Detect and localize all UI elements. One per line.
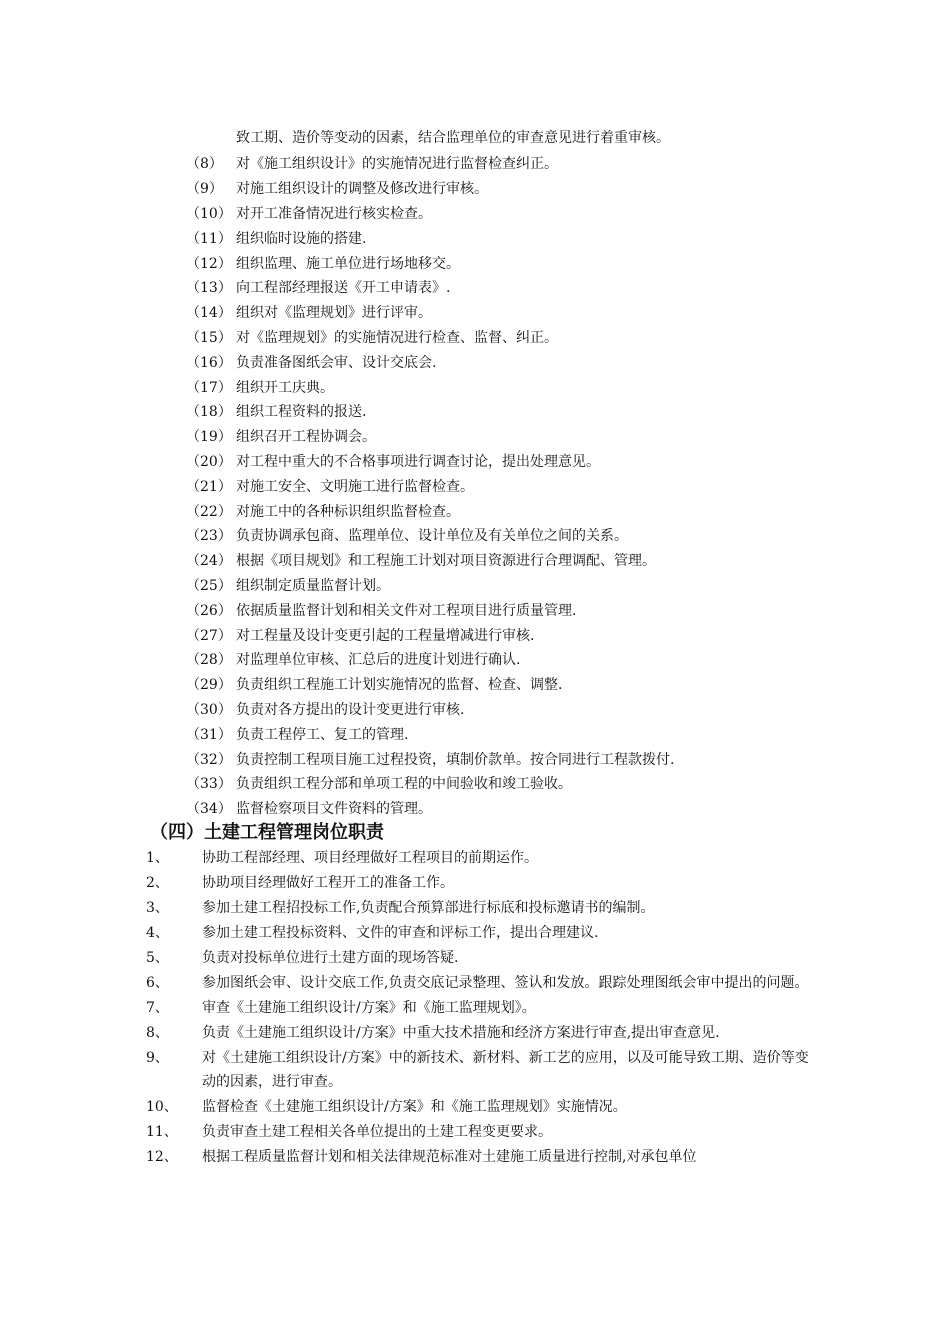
- item-number: （32）: [186, 751, 232, 768]
- item-number: （33）: [186, 776, 232, 793]
- item-text: 负责审查土建工程相关各单位提出的土建工程变更要求。: [202, 1123, 552, 1140]
- item-number: 8、: [146, 1025, 169, 1041]
- list-item: [186, 201, 674, 226]
- item-text: 对《土建施工组织设计/方案》中的新技术、新材料、新工艺的应用，以及可能导致工期、造价等变动的因素，进行审查。: [202, 1050, 809, 1090]
- item-text: 对施工组织设计的调整及修改进行审核。: [236, 181, 488, 198]
- item-number: 12、: [146, 1148, 178, 1165]
- item-number: 7、: [146, 1000, 169, 1016]
- item-text: 负责工程停工、复工的管理.: [236, 726, 409, 743]
- list-item: [146, 922, 816, 946]
- item-number: （17）: [186, 379, 232, 396]
- list-item: [186, 151, 674, 176]
- item-text: 监督检查《土建施工组织设计/方案》和《施工监理规划》实施情况。: [202, 1098, 627, 1115]
- item-number: （21）: [186, 478, 232, 495]
- item-text: 对施工安全、文明施工进行监督检查。: [236, 478, 474, 495]
- list-item: [146, 1121, 816, 1145]
- item-number: （15）: [186, 329, 232, 346]
- list-item: [146, 997, 816, 1021]
- item-text: 组织监理、施工单位进行场地移交。: [236, 255, 460, 272]
- list-item: [186, 349, 674, 374]
- continuation-line: 致工期、造价等变动的因素，结合监理单位的审查意见进行着重审核。: [236, 130, 670, 146]
- item-text: 负责对各方提出的设计变更进行审核.: [236, 701, 465, 718]
- item-number: （23）: [186, 528, 232, 545]
- item-number: （18）: [186, 404, 232, 421]
- item-text: 对监理单位审核、汇总后的进度计划进行确认.: [236, 652, 521, 669]
- item-number: （28）: [186, 652, 232, 669]
- list-item: [146, 947, 816, 971]
- list-item: [186, 176, 674, 201]
- item-number: 6、: [146, 975, 169, 991]
- item-number: （11）: [186, 230, 232, 247]
- item-number: （12）: [186, 255, 232, 272]
- item-number: 11、: [146, 1123, 178, 1140]
- list-item: [186, 771, 674, 796]
- item-number: （30）: [186, 701, 232, 718]
- list-item: [186, 573, 674, 598]
- item-number: （9）: [186, 181, 223, 198]
- item-number: 2、: [146, 875, 169, 891]
- list-item: [186, 548, 674, 573]
- list-item: [186, 796, 674, 821]
- item-number: （34）: [186, 801, 232, 818]
- item-text: 组织制定质量监督计划。: [236, 577, 390, 594]
- item-number: （10）: [186, 205, 232, 222]
- list-item: [146, 1022, 816, 1046]
- item-number: （29）: [186, 677, 232, 694]
- item-text: 对《监理规划》的实施情况进行检查、监督、纠正。: [236, 329, 558, 346]
- item-number: （8）: [186, 156, 223, 173]
- list-item: [186, 449, 674, 474]
- item-text: 负责对投标单位进行土建方面的现场答疑.: [202, 950, 459, 966]
- list-item: [186, 498, 674, 523]
- item-number: （13）: [186, 280, 232, 297]
- list-item: [186, 622, 674, 647]
- section-heading: （四）土建工程管理岗位职责: [150, 822, 384, 843]
- item-number: （20）: [186, 453, 232, 470]
- list-item: [146, 1096, 816, 1120]
- item-number: （19）: [186, 429, 232, 446]
- list-item: [146, 972, 816, 996]
- item-number: （22）: [186, 503, 232, 520]
- list-item: [186, 523, 674, 548]
- item-number: 5、: [146, 950, 169, 966]
- item-text: 依据质量监督计划和相关文件对工程项目进行质量管理.: [236, 602, 577, 619]
- item-text: 组织对《监理规划》进行评审。: [236, 305, 432, 322]
- item-text: 对《施工组织设计》的实施情况进行监督检查纠正。: [236, 156, 558, 173]
- list-item: [186, 647, 674, 672]
- item-text: 负责协调承包商、监理单位、设计单位及有关单位之间的关系。: [236, 528, 628, 545]
- item-number: 1、: [146, 850, 169, 866]
- item-text: 组织开工庆典。: [236, 379, 334, 396]
- list-item: [146, 897, 816, 921]
- item-text: 负责组织工程施工计划实施情况的监督、检查、调整.: [236, 677, 563, 694]
- item-text: 协助项目经理做好工程开工的准备工作。: [202, 875, 454, 891]
- list-item: [186, 399, 674, 424]
- item-number: （24）: [186, 553, 232, 570]
- item-number: （31）: [186, 726, 232, 743]
- list-item: [146, 847, 816, 871]
- list-item: [186, 746, 674, 771]
- item-text: 负责《土建施工组织设计/方案》中重大技术措施和经济方案进行审查,提出审查意见.: [202, 1025, 720, 1041]
- item-number: 4、: [146, 925, 169, 941]
- item-text: 负责控制工程项目施工过程投资，填制价款单。按合同进行工程款拨付.: [236, 751, 675, 768]
- list-item: [186, 225, 674, 250]
- list-item: [186, 325, 674, 350]
- item-number: （16）: [186, 354, 232, 371]
- item-text: 参加图纸会审、设计交底工作,负责交底记录整理、签认和发放。跟踪处理图纸会审中提出的问题。: [202, 975, 809, 991]
- item-text: 对工程中重大的不合格事项进行调查讨论，提出处理意见。: [236, 453, 600, 470]
- list-item: [186, 672, 674, 697]
- item-text: 组织召开工程协调会。: [236, 429, 376, 446]
- item-number: 9、: [146, 1050, 169, 1066]
- item-text: 对工程量及设计变更引起的工程量增减进行审核.: [236, 627, 535, 644]
- item-number: （27）: [186, 627, 232, 644]
- list-item: [186, 374, 674, 399]
- list-item: [146, 872, 816, 896]
- item-text: 组织临时设施的搭建.: [236, 230, 367, 247]
- item-text: 组织工程资料的报送.: [236, 404, 367, 421]
- list-item: [186, 275, 674, 300]
- list-item: [186, 473, 674, 498]
- item-text: 参加土建工程投标资料、文件的审查和评标工作，提出合理建议.: [202, 925, 599, 941]
- item-text: 根据工程质量监督计划和相关法律规范标准对土建施工质量进行控制,对承包单位: [202, 1148, 697, 1165]
- item-number: 10、: [146, 1098, 178, 1115]
- list-item: [186, 697, 674, 722]
- item-text: 负责组织工程分部和单项工程的中间验收和竣工验收。: [236, 776, 572, 793]
- item-text: 监督检察项目文件资料的管理。: [236, 801, 432, 818]
- numbered-duty-list: [146, 847, 816, 1171]
- item-text: 审查《土建施工组织设计/方案》和《施工监理规划》。: [202, 1000, 536, 1016]
- list-item: [186, 721, 674, 746]
- list-item: [186, 424, 674, 449]
- list-item: [186, 250, 674, 275]
- list-item: [146, 1047, 816, 1094]
- list-item: [146, 1146, 816, 1170]
- list-item: [186, 300, 674, 325]
- item-number: （26）: [186, 602, 232, 619]
- item-number: 3、: [146, 900, 169, 916]
- item-text: 参加土建工程招投标工作,负责配合预算部进行标底和投标邀请书的编制。: [202, 900, 655, 916]
- parenthesized-duty-list: [186, 151, 674, 821]
- item-text: 对开工准备情况进行核实检查。: [236, 205, 432, 222]
- item-text: 负责准备图纸会审、设计交底会.: [236, 354, 437, 371]
- item-number: （14）: [186, 305, 232, 322]
- item-text: 对施工中的各种标识组织监督检查。: [236, 503, 460, 520]
- item-text: 协助工程部经理、项目经理做好工程项目的前期运作。: [202, 850, 538, 866]
- item-text: 根据《项目规划》和工程施工计划对项目资源进行合理调配、管理。: [236, 553, 656, 570]
- item-text: 向工程部经理报送《开工申请表》.: [236, 280, 451, 297]
- item-number: （25）: [186, 577, 232, 594]
- list-item: [186, 597, 674, 622]
